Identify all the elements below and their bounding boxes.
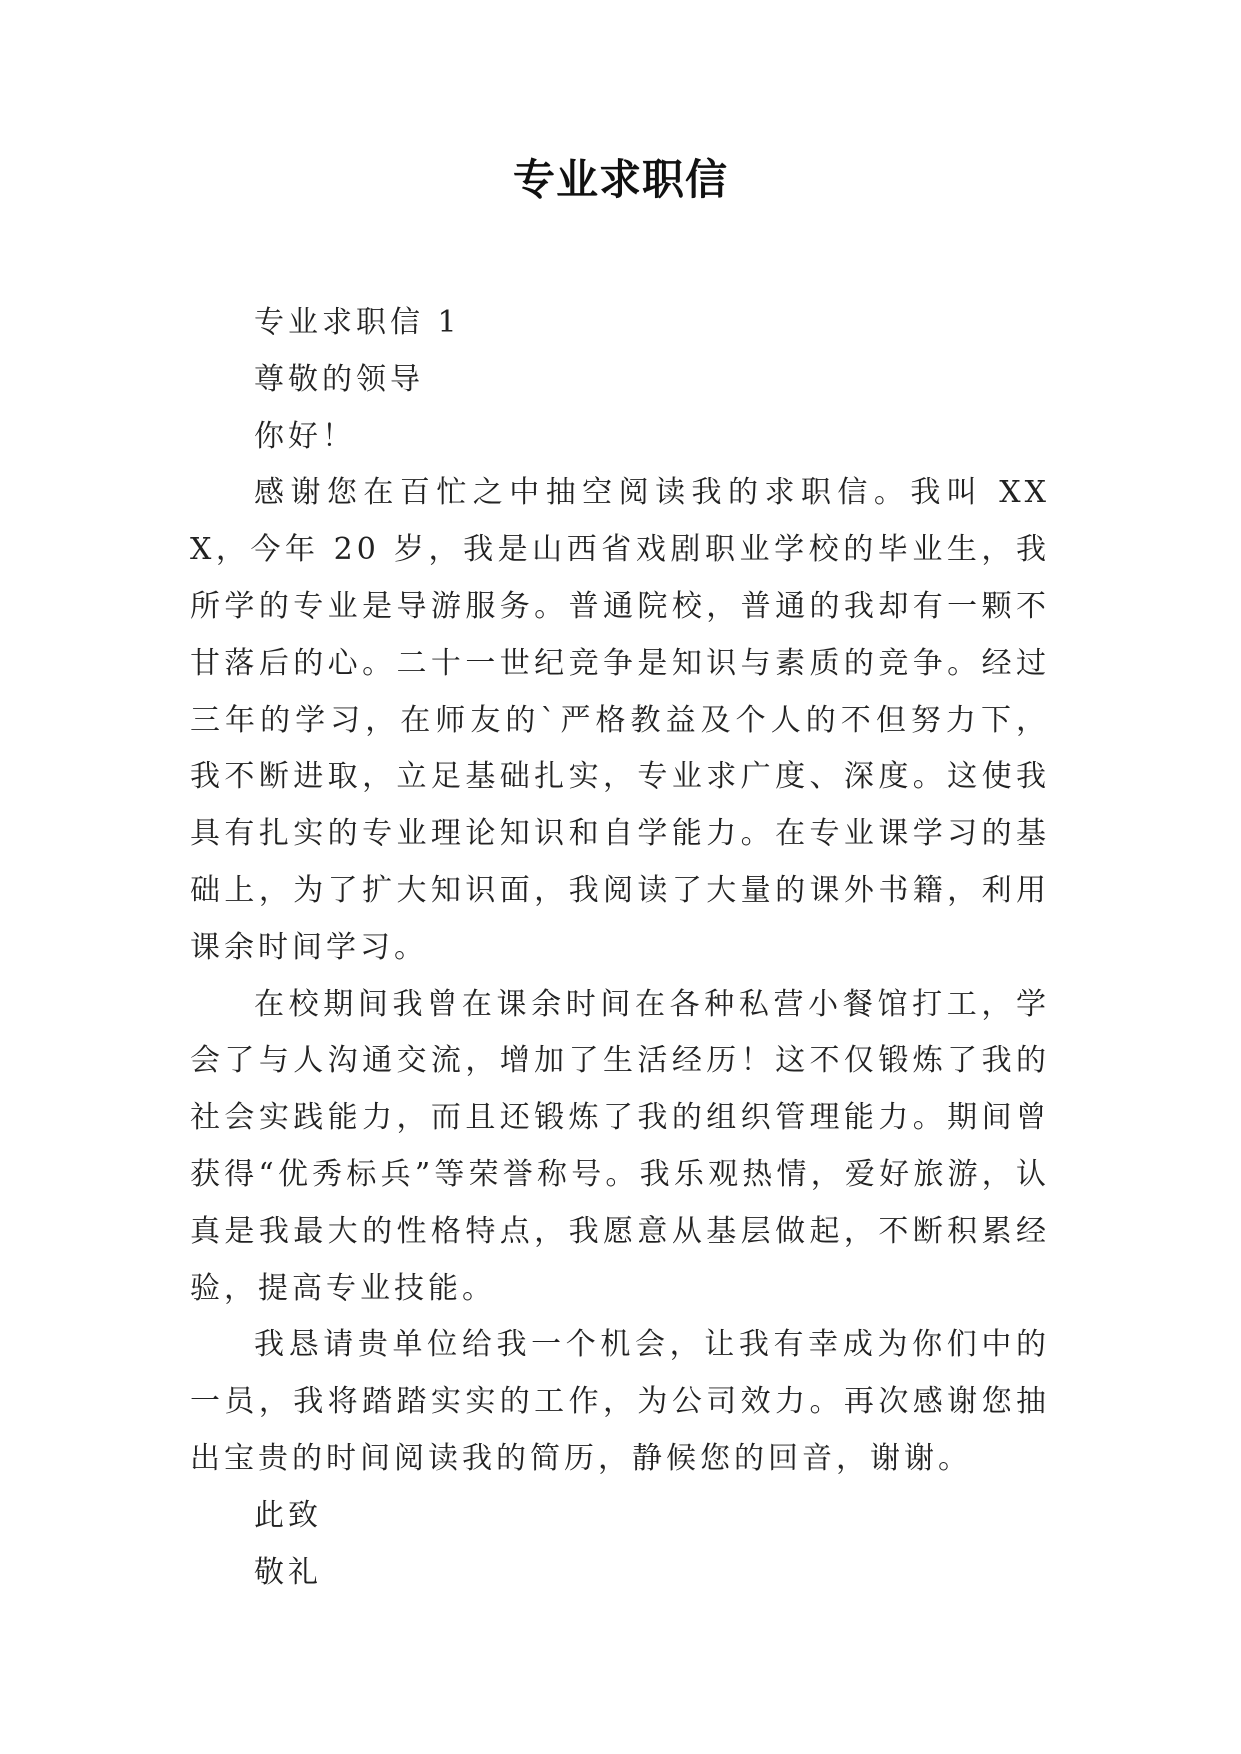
letter-greeting: 你好！ (254, 418, 356, 454)
letter-paragraph-3: 我恳请贵单位给我一个机会，让我有幸成为你们中的一员，我将踏踏实实的工作，为公司效力。再次感谢您抽出宝贵的时间阅读我的简历，静候您的回音，谢谢。 (190, 1327, 1050, 1476)
document-title: 专业求职信 (512, 155, 728, 204)
letter-salutation: 尊敬的领导 (254, 361, 424, 397)
letter-heading: 专业求职信 1 (254, 305, 461, 340)
letter-body (190, 295, 1050, 1601)
letter-paragraph-1: 感谢您在百忙之中抽空阅读我的求职信。我叫 XXX，今年 20 岁，我是山西省戏剧职业学校的毕业生，我所学的专业是导游服务。普通院校，普通的我却有一颗不甘落后的心。二十一世纪竞争是知识与素质的竞争。经过三年的学习，在师友的`严格教益及个人的不但努力下，我不断进取，立足基础扎实，专业求广度、深度。这使我具有扎实的专业理论知识和自学能力。在专业课学习的基础上，为了扩大知识面，我阅读了大量的课外书籍，利用课余时间学习。 (190, 475, 1050, 965)
letter-paragraph-2: 在校期间我曾在课余时间在各种私营小餐馆打工，学会了与人沟通交流，增加了生活经历！这不仅锻炼了我的社会实践能力，而且还锻炼了我的组织管理能力。期间曾获得“优秀标兵”等荣誉称号。我乐观热情，爱好旅游，认真是我最大的性格特点，我愿意从基层做起，不断积累经验，提高专业技能。 (190, 986, 1050, 1306)
letter-closing-2: 敬礼 (254, 1554, 322, 1590)
letter-closing-1: 此致 (254, 1497, 322, 1533)
